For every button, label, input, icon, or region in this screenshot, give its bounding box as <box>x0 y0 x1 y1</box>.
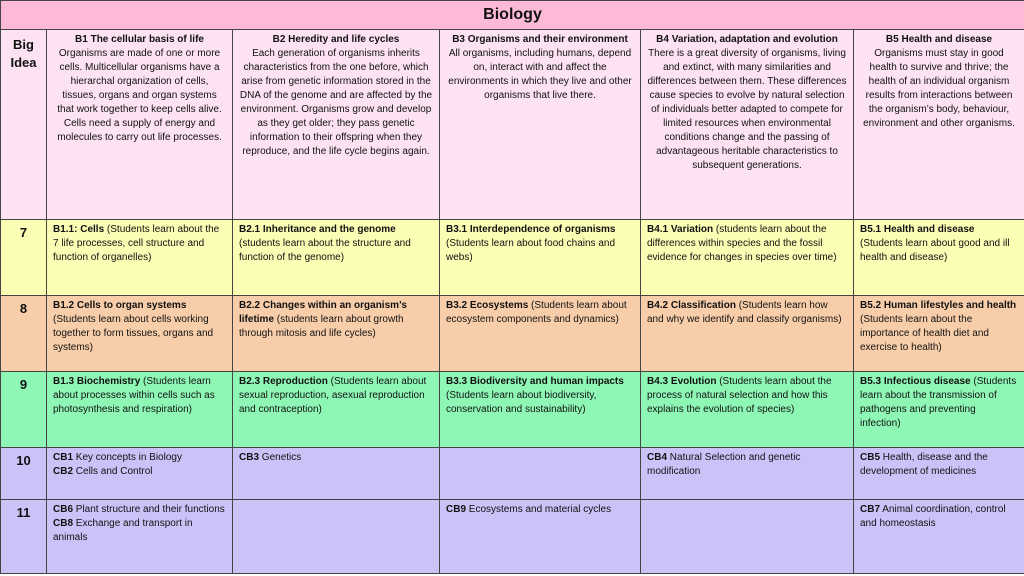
topic-cell: CB4 Natural Selection and genetic modification <box>641 448 854 500</box>
big-idea-b2: B2 Heredity and life cycles Each generation of organisms inherits characteristics from the one before, which arise from genetic information stored in the DNA of the genome and are affected by the environment. Organisms grow and develop as they get older; they pass genetic information to their offspring when they reproduce, and the life cycle begins again. <box>233 30 440 220</box>
topic-cell: B4.3 Evolution (Students learn about the process of natural selection and how this explains the evolution of species) <box>641 372 854 448</box>
year-label: 10 <box>1 448 47 500</box>
topic-cell: B5.1 Health and disease (Students learn about good and ill health and disease) <box>854 220 1024 296</box>
page-title: Biology <box>1 1 1024 30</box>
topic-cell: B5.3 Infectious disease (Students learn about the transmission of pathogens and preventing infection) <box>854 372 1024 448</box>
topic-cell: CB9 Ecosystems and material cycles <box>440 500 641 574</box>
big-idea-row <box>1 30 1024 220</box>
topic-cell: CB3 Genetics <box>233 448 440 500</box>
topic-cell: B4.1 Variation (students learn about the differences within species and the fossil evidence for changes in species over time) <box>641 220 854 296</box>
topic-cell: CB6 Plant structure and their functions CB8 Exchange and transport in animals <box>47 500 233 574</box>
empty-cell <box>233 500 440 574</box>
big-idea-b5: B5 Health and disease Organisms must stay in good health to survive and thrive; the health of an individual organism results from interactions between the organism’s body, behaviour, environment and other organisms. <box>854 30 1024 220</box>
topic-cell: B4.2 Classification (Students learn how and why we identify and classify organisms) <box>641 296 854 372</box>
topic-cell: B3.1 Interdependence of organisms (Students learn about food chains and webs) <box>440 220 641 296</box>
topic-cell: B1.3 Biochemistry (Students learn about processes within cells such as photosynthesis and respiration) <box>47 372 233 448</box>
year-7-row <box>1 220 1024 296</box>
year-8-row <box>1 296 1024 372</box>
topic-cell: B1.2 Cells to organ systems (Students learn about cells working together to form tissues, organs and systems) <box>47 296 233 372</box>
topic-cell: B5.2 Human lifestyles and health (Students learn about the importance of health diet and exercise to health) <box>854 296 1024 372</box>
topic-cell: B2.2 Changes within an organism’s lifetime (students learn about growth through mitosis and life cycles) <box>233 296 440 372</box>
year-9-row <box>1 372 1024 448</box>
big-idea-b3: B3 Organisms and their environment All organisms, including humans, depend on, interact with and affect the environments in which they live and other organisms that live there. <box>440 30 641 220</box>
topic-cell: CB1 Key concepts in Biology CB2 Cells and Control <box>47 448 233 500</box>
empty-cell <box>641 500 854 574</box>
year-label: 7 <box>1 220 47 296</box>
topic-cell: CB7 Animal coordination, control and homeostasis <box>854 500 1024 574</box>
big-idea-b4: B4 Variation, adaptation and evolution There is a great diversity of organisms, living and extinct, with many similarities and differences between them. These differences cause species to evolve by natural selection of individuals better adapted to compete for limited resources when environmental conditions change and the passing of advantageous heritable characteristics to subsequent generations. <box>641 30 854 220</box>
topic-cell: B3.3 Biodiversity and human impacts (Students learn about biodiversity, conservation and sustainability) <box>440 372 641 448</box>
empty-cell <box>440 448 641 500</box>
topic-cell: B2.3 Reproduction (Students learn about sexual reproduction, asexual reproduction and contraception) <box>233 372 440 448</box>
topic-cell: B3.2 Ecosystems (Students learn about ecosystem components and dynamics) <box>440 296 641 372</box>
topic-cell: B2.1 Inheritance and the genome (students learn about the structure and function of the genome) <box>233 220 440 296</box>
big-idea-label: Big Idea <box>1 30 47 220</box>
topic-cell: B1.1: Cells (Students learn about the 7 life processes, cell structure and function of organelles) <box>47 220 233 296</box>
year-label: 8 <box>1 296 47 372</box>
year-label: 11 <box>1 500 47 574</box>
big-idea-b1: B1 The cellular basis of life Organisms are made of one or more cells. Multicellular organisms have a hierarchal organization of cells, tissues, organs and organ systems that work together to keep cells alive. Cells need a supply of energy and molecules to carry out life processes. <box>47 30 233 220</box>
topic-cell: CB5 Health, disease and the development of medicines <box>854 448 1024 500</box>
year-label: 9 <box>1 372 47 448</box>
year-10-row <box>1 448 1024 500</box>
year-11-row <box>1 500 1024 574</box>
